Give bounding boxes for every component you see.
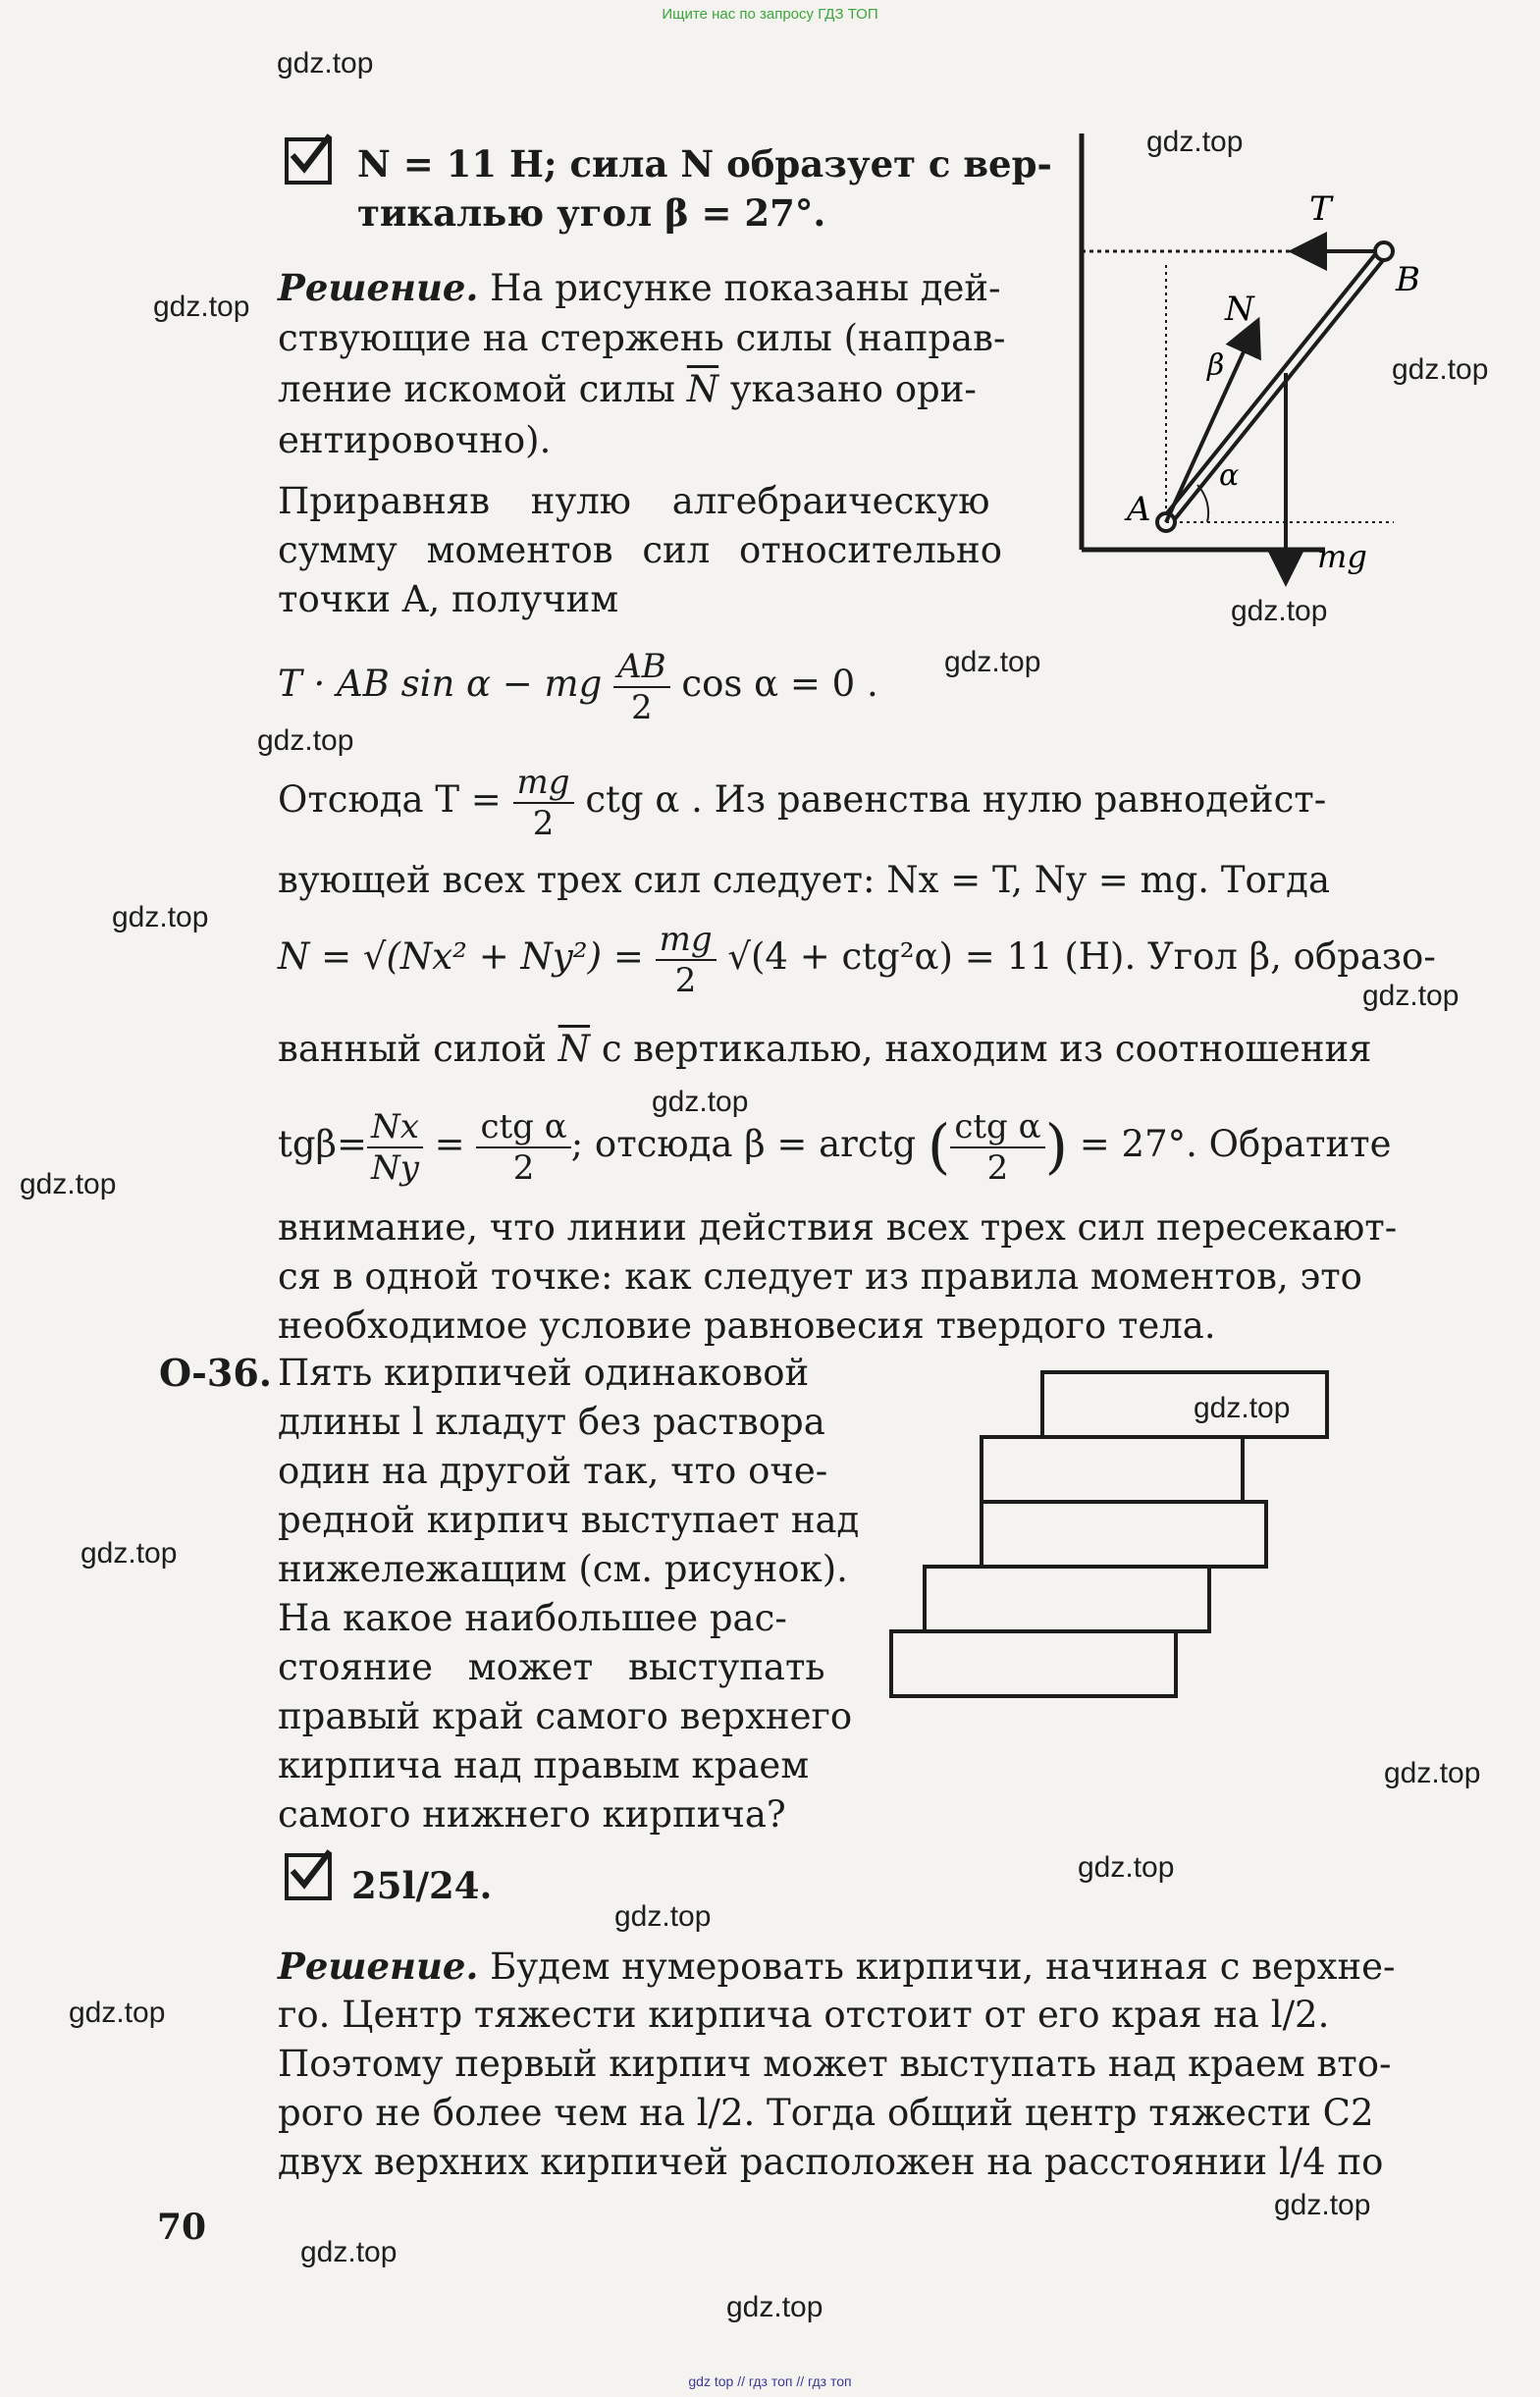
- equation-mid: ; отсюда β = arctg: [570, 1123, 917, 1165]
- problem-line-5: нижележащим (см. рисунок).: [278, 1548, 848, 1590]
- label-n: N: [1225, 290, 1254, 329]
- brick-2: [982, 1437, 1243, 1502]
- equation-post: √(4 + ctg²α) = 11 (Н). Угол β, образо-: [727, 935, 1436, 978]
- watermark: gdz.top: [1231, 595, 1328, 627]
- solution-text: На рисунке показаны дей-: [490, 267, 1001, 309]
- pivot-b: [1375, 242, 1393, 260]
- problem-label: О-36.: [159, 1351, 272, 1395]
- watermark: gdz.top: [20, 1168, 117, 1200]
- result-line: вующей всех трех сил следует: Nx = T, Ny = mg. Тогда: [278, 859, 1331, 901]
- equation-angle: tgβ= $\frac{Nx}{Ny}$ = $\frac{\text{ctg α}}{2}$ ; отсюда β = arctg ( $\frac{\text{ctg α}}{2}$ ) = 27°. Обратите: [278, 1106, 1392, 1188]
- problem-line-2: длины l кладут без раствора: [278, 1401, 825, 1443]
- text-part: ванный силой: [278, 1028, 547, 1070]
- rod-forces-figure: [1060, 118, 1472, 599]
- solution2-line-4: рого не более чем на l/2. Тогда общий центр тяжести C2: [278, 2092, 1374, 2134]
- label-t: T: [1309, 189, 1332, 229]
- answer-checkbox-icon: [285, 137, 332, 185]
- fraction-denominator: Ny: [370, 1147, 419, 1188]
- solution-text: указано ори-: [729, 368, 977, 410]
- equation-moments: [278, 640, 1161, 728]
- watermark: gdz.top: [1146, 126, 1244, 158]
- label-mg: mg: [1317, 538, 1367, 575]
- fraction-numerator: AB: [613, 647, 670, 688]
- fraction-denominator: 2: [512, 1147, 535, 1188]
- vertical-line: [278, 1025, 1426, 1074]
- brick-1: [1042, 1372, 1327, 1437]
- problem-line-10: самого нижнего кирпича?: [278, 1793, 786, 1836]
- equation-post: = 27°. Обратите: [1079, 1123, 1392, 1165]
- rod-inner: [1166, 251, 1384, 522]
- fraction-numerator: mg: [513, 763, 574, 804]
- answer-2: 25l/24.: [351, 1864, 493, 1907]
- fraction-numerator: ctg α: [950, 1107, 1044, 1148]
- watermark: gdz.top: [300, 2236, 398, 2268]
- brick-stack-figure: [883, 1364, 1433, 1737]
- fraction-denominator: 2: [674, 960, 697, 1000]
- solution-label: Решение.: [278, 1944, 479, 1988]
- equation-eq: =: [434, 1123, 465, 1165]
- note-line-3: необходимое условие равновесия твердого тела.: [278, 1305, 1216, 1347]
- answer-line-2: тикалью угол β = 27°.: [357, 191, 826, 235]
- problem-line-8: правый край самого верхнего: [278, 1695, 853, 1737]
- brick-5: [891, 1631, 1176, 1696]
- watermark: gdz.top: [69, 1997, 166, 2029]
- fraction-numerator: Nx: [367, 1107, 423, 1148]
- watermark: gdz.top: [112, 901, 209, 933]
- brick-4: [925, 1567, 1209, 1631]
- top-banner[interactable]: Ищите нас по запросу ГДЗ ТОП: [662, 6, 878, 23]
- bottom-banner[interactable]: gdz top // гдз топ // гдз топ: [688, 2373, 852, 2389]
- solution-line-2: ствующие на стержень силы (направ-: [278, 317, 1006, 359]
- watermark: gdz.top: [652, 1086, 749, 1118]
- label-alpha: α: [1219, 458, 1240, 493]
- fraction-denominator: 2: [532, 803, 555, 843]
- solution2-line-1: [278, 1942, 1426, 1992]
- equation-tension: [278, 756, 1426, 844]
- watermark: gdz.top: [277, 47, 374, 80]
- answer-checkbox-icon: [285, 1853, 332, 1900]
- solution-line-7: точки A, получим: [278, 578, 619, 620]
- problem-line-6: На какое наибольшее рас-: [278, 1597, 787, 1639]
- watermark: gdz.top: [1392, 353, 1489, 386]
- vector-n: $\overline{N}$: [686, 368, 719, 410]
- problem-line-4: редной кирпич выступает над: [278, 1499, 860, 1541]
- watermark: gdz.top: [944, 646, 1041, 678]
- text-part: с вертикалью, находим из соотношения: [601, 1028, 1372, 1070]
- solution-label: Решение.: [278, 266, 479, 309]
- equation-pre: tgβ=: [278, 1123, 367, 1165]
- page-number: 70: [157, 2207, 207, 2248]
- note-line-2: ся в одной точке: как следует из правила моментов, это: [278, 1255, 1362, 1298]
- answer-line-1: N = 11 Н; сила N образует с вер-: [357, 142, 1052, 186]
- watermark: gdz.top: [257, 724, 354, 757]
- vector-n: $\overline{N}$: [558, 1028, 591, 1070]
- watermark: gdz.top: [726, 2291, 823, 2323]
- fraction-denominator: 2: [986, 1147, 1009, 1188]
- watermark: gdz.top: [153, 291, 250, 323]
- problem-line-7: стояние может выступать: [278, 1646, 825, 1688]
- fraction-numerator: mg: [656, 920, 717, 961]
- watermark: gdz.top: [1194, 1392, 1291, 1424]
- brick-3: [982, 1502, 1266, 1567]
- label-beta: β: [1207, 348, 1225, 383]
- solution-text: Будем нумеровать кирпичи, начиная с верхне-: [490, 1945, 1396, 1988]
- watermark: gdz.top: [1362, 980, 1460, 1012]
- watermark: gdz.top: [1274, 2189, 1371, 2221]
- solution2-line-5: двух верхних кирпичей расположен на расстоянии l/4 по: [278, 2141, 1384, 2183]
- fraction-numerator: ctg α: [476, 1107, 570, 1148]
- watermark: gdz.top: [1384, 1757, 1481, 1789]
- equation-pre: N = √(Nx² + Ny²) =: [278, 935, 644, 978]
- solution-line-4: ентировочно).: [278, 419, 552, 461]
- solution-line-6: сумму моментов сил относительно: [278, 529, 1002, 571]
- label-b: B: [1396, 260, 1420, 299]
- solution-line-5: Приравняв нулю алгебраическую: [278, 480, 990, 522]
- problem-line-9: кирпича над правым краем: [278, 1744, 810, 1786]
- note-line-1: внимание, что линии действия всех трех сил пересекают-: [278, 1206, 1398, 1249]
- equation-normal-force: [278, 913, 1436, 1001]
- solution2-line-2: го. Центр тяжести кирпича отстоит от его края на l/2.: [278, 1994, 1330, 2036]
- equation-pre: Отсюда T =: [278, 778, 502, 821]
- solution-line-3: [278, 365, 1063, 414]
- problem-line-3: один на другой так, что оче-: [278, 1450, 828, 1492]
- equation-right: cos α = 0 .: [681, 663, 878, 705]
- solution-line-1: [278, 263, 1063, 313]
- equation-post: ctg α . Из равенства нулю равнодейст-: [585, 778, 1327, 821]
- solution-text: ление искомой силы: [278, 368, 675, 410]
- watermark: gdz.top: [1078, 1851, 1175, 1884]
- equation-left: T · AB sin α − mg: [278, 663, 603, 705]
- watermark: gdz.top: [614, 1900, 712, 1933]
- label-a: A: [1127, 490, 1151, 529]
- problem-line-1: Пять кирпичей одинаковой: [278, 1352, 810, 1394]
- watermark: gdz.top: [80, 1537, 178, 1570]
- fraction-denominator: 2: [631, 687, 653, 727]
- solution2-line-3: Поэтому первый кирпич может выступать над краем вто-: [278, 2043, 1392, 2085]
